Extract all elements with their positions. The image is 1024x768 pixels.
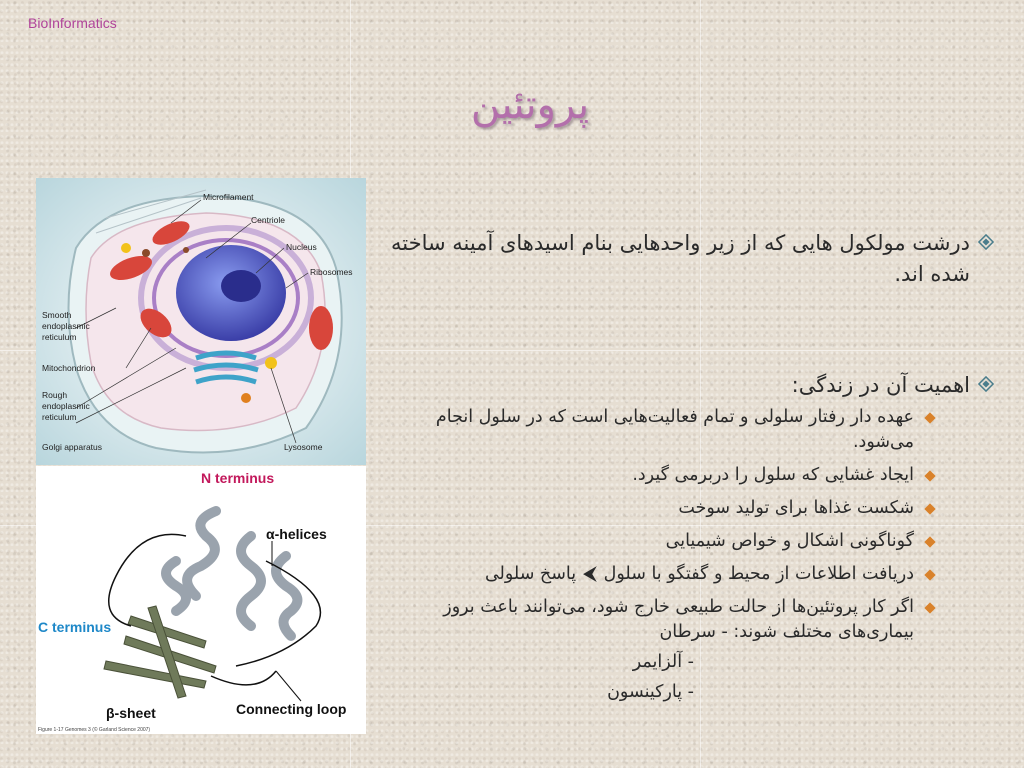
header-label: BioInformatics	[28, 15, 117, 31]
sub-bullet	[370, 595, 934, 645]
orange-bullet-icon	[924, 503, 935, 514]
label-microfilament: Microfilament	[203, 192, 254, 202]
bullet-text: درشت مولکول هایی که از زیر واحدهایی بنام اسیدهای آمینه ساخته شده اند.	[391, 231, 970, 286]
label-connecting-loop: Connecting loop	[236, 701, 347, 717]
label-beta-sheet: β-sheet	[106, 705, 156, 721]
disease-item: - سرطان	[659, 622, 728, 642]
label-nucleus: Nucleus	[286, 242, 317, 252]
main-bullet	[370, 370, 1000, 401]
bullet-text: اهمیت آن در زندگی:	[791, 373, 970, 397]
orange-bullet-icon	[924, 470, 935, 481]
sub-bullet-list	[370, 405, 1000, 707]
label-c-terminus: C terminus	[38, 619, 112, 635]
label-rough-er: endoplasmic	[42, 401, 90, 411]
label-golgi: Golgi apparatus	[42, 442, 103, 452]
figure-caption: Figure 1-17 Genomes 3 (© Garland Science 2007)	[38, 727, 151, 733]
label-alpha-helices: α-helices	[266, 526, 327, 542]
arrow-icon: ⮜	[583, 564, 597, 584]
sub-bullet-text: اگر کار پروتئین‌ها از حالت طبیعی خارج شود، می‌توانند باعث بروز بیماری‌های مختلف شوند:	[443, 597, 914, 642]
sub-bullet-text: ایجاد غشایی که سلول را دربرمی گیرد.	[632, 465, 914, 485]
orange-bullet-icon	[924, 602, 935, 613]
orange-bullet-icon	[924, 569, 935, 580]
sub-bullet-text: پاسخ سلولی	[484, 564, 577, 584]
disease-item: - آلزایمر	[632, 652, 694, 672]
label-smooth-er: endoplasmic	[42, 321, 90, 331]
sub-bullet	[370, 529, 934, 554]
label-mitochondrion: Mitochondrion	[42, 363, 96, 373]
sub-bullet	[370, 562, 934, 587]
slide-title: پروتئین	[470, 82, 590, 128]
label-lysosome: Lysosome	[284, 442, 323, 452]
label-rough-er: Rough	[42, 390, 68, 400]
sub-bullet-text: عهده دار رفتار سلولی و تمام فعالیت‌هایی است که در سلول انجام می‌شود.	[435, 407, 914, 452]
sub-bullet-text: شکست غذاها برای تولید سوخت	[678, 498, 914, 518]
orange-bullet-icon	[924, 412, 935, 423]
sub-bullet	[370, 463, 934, 488]
sub-bullet-text: دریافت اطلاعات از محیط و گفتگو با سلول	[603, 564, 914, 584]
slide-content	[370, 228, 1000, 707]
sub-bullet	[370, 496, 934, 521]
main-bullet	[370, 228, 1000, 290]
orange-bullet-icon	[924, 536, 935, 547]
label-smooth-er: Smooth	[42, 310, 72, 320]
disease-item: - پارکینسون	[607, 682, 694, 702]
cell-diagram-image	[36, 178, 366, 465]
label-ribosomes: Ribosomes	[310, 267, 353, 277]
label-n-terminus: N terminus	[201, 470, 275, 486]
diamond-bullet-icon	[978, 234, 994, 250]
diamond-bullet-icon	[978, 376, 994, 392]
label-centriole: Centriole	[251, 215, 286, 225]
sub-bullet-text: گوناگونی اشکال و خواص شیمیایی	[665, 531, 914, 551]
sub-bullet	[370, 405, 934, 455]
label-smooth-er: reticulum	[42, 332, 77, 342]
label-rough-er: reticulum	[42, 412, 77, 422]
protein-structure-image	[36, 466, 366, 734]
